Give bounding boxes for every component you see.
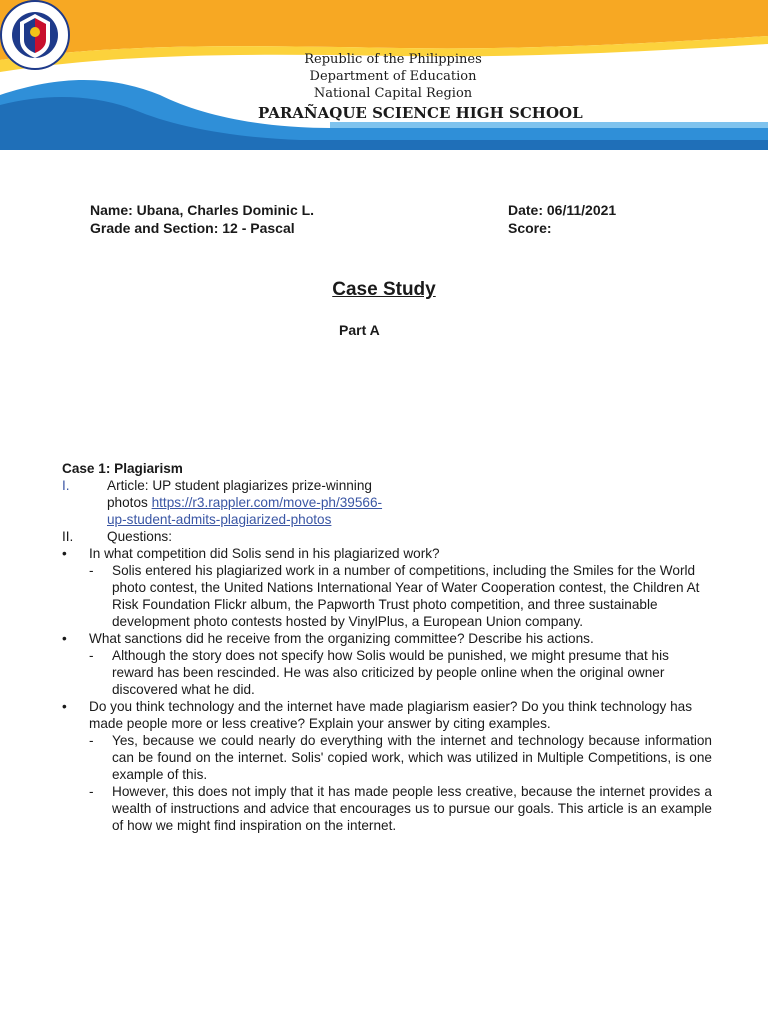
article-photos-label: photos	[107, 495, 152, 510]
letterhead	[0, 0, 768, 150]
question-2	[62, 630, 712, 647]
questions-item	[62, 528, 712, 545]
question-2-text: What sanctions did he receive from the organizing committee? Describe his actions.	[89, 631, 594, 646]
republic-line: Republic of the Philippines	[304, 52, 482, 67]
dash-marker: -	[89, 784, 94, 799]
answer-2-text: Although the story does not specify how Solis would be punished, we might presume that his reward has been rescinded. He was also criticized by people online when the original owner discovered what he did.	[112, 648, 669, 697]
grade-section: Grade and Section: 12 - Pascal	[90, 220, 295, 236]
dash-marker: -	[89, 733, 94, 748]
bullet-icon: •	[62, 546, 67, 561]
student-name: Name: Ubana, Charles Dominic L.	[90, 202, 315, 218]
department-line: Department of Education	[309, 69, 477, 84]
questions-label: Questions:	[107, 529, 172, 544]
case-study-content	[62, 460, 712, 834]
page-title: Case Study	[332, 279, 436, 300]
part-heading: Part A	[339, 322, 380, 338]
answer-2	[62, 647, 712, 698]
bullet-icon: •	[62, 631, 67, 646]
question-3-text: Do you think technology and the internet have made plagiarism easier? Do you think technology has made people more or less creative? Explain your answer by citing examples.	[89, 699, 693, 731]
region-line: National Capital Region	[313, 86, 473, 101]
article-link[interactable]: https://r3.rappler.com/move-ph/39566-	[151, 495, 383, 510]
dash-marker: -	[89, 648, 94, 663]
question-1	[62, 545, 712, 562]
answer-3b-text: However, this does not imply that it has made people less creative, because the internet provides a wealth of instructions and advice that encourages us to pursue our goals. This article is an example of how we might find inspiration on the internet.	[112, 784, 712, 833]
article-item	[62, 477, 712, 528]
answer-1	[62, 562, 712, 630]
roman-numeral-1: I.	[62, 478, 70, 493]
dash-marker: -	[89, 563, 94, 578]
roman-numeral-2: II.	[62, 529, 74, 544]
question-3	[62, 698, 712, 732]
case-heading: Case 1: Plagiarism	[62, 461, 183, 476]
score-field: Score:	[508, 220, 552, 236]
answer-3a-text: Yes, because we could nearly do everything with the internet and technology because information can be found on the internet. Solis' copied work, which was utilized in Multiple Competitions, is one example of this.	[112, 733, 712, 782]
answer-3a	[62, 732, 712, 783]
date-field: Date: 06/11/2021	[508, 202, 617, 218]
bullet-icon: •	[62, 699, 67, 714]
answer-3b	[62, 783, 712, 834]
letterhead-text	[258, 51, 583, 123]
school-name: PARAÑAQUE SCIENCE HIGH SCHOOL	[258, 104, 583, 122]
article-link-continued[interactable]: up-student-admits-plagiarized-photos	[107, 512, 332, 527]
deped-seal-logo	[0, 0, 70, 70]
article-title: Article: UP student plagiarizes prize-winning	[107, 478, 372, 493]
answer-1-text: Solis entered his plagiarized work in a number of competitions, including the Smiles for the World photo contest, the United Nations International Year of Water Cooperation contest, the Children At Risk Foundation Flickr album, the Papworth Trust photo competition, and three sustainable development photo contests hosted by VinylPlus, a European Union company.	[112, 563, 700, 629]
question-1-text: In what competition did Solis send in his plagiarized work?	[89, 546, 440, 561]
